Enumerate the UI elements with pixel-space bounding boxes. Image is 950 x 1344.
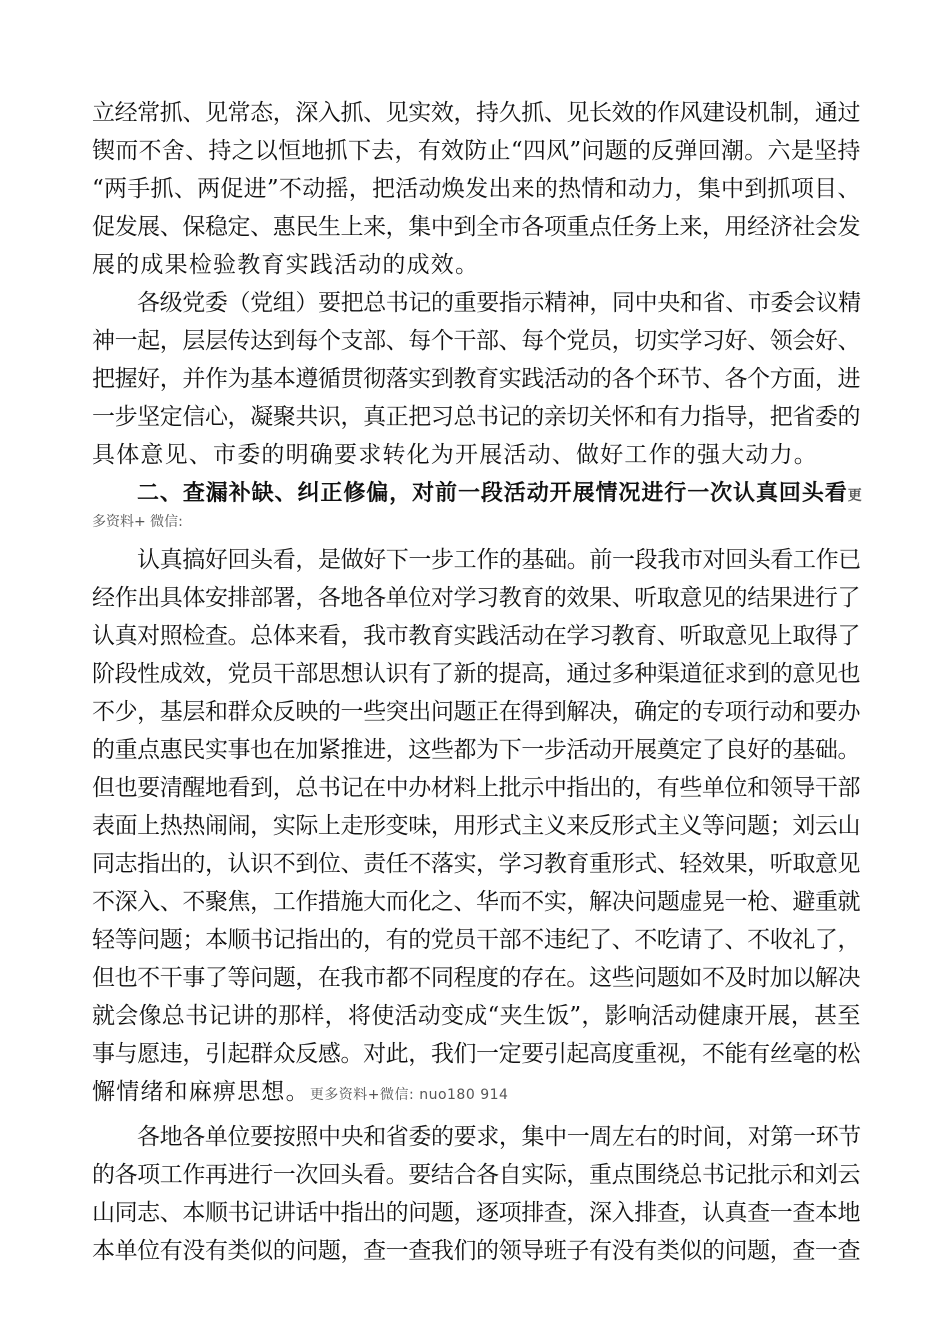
paragraph-3-line-1: 认真搞好回头看，是做好下一步工作的基础。前一段我市对回头看工作已 — [137, 547, 861, 573]
paragraph-3-note: 更多资料+微信: nuo180 914 — [309, 1087, 509, 1103]
paragraph-3-line-10: 不深入、不聚焦，工作措施大而化之、华而不实，解决问题虚晃一枪、避重就 — [92, 889, 861, 915]
paragraph-1-line-5: 展的成果检验教育实践活动的成效。 — [92, 252, 480, 278]
paragraph-2-line-3: 把握好，并作为基本遵循贯彻落实到教育实践活动的各个环节、各个方面，进 — [92, 366, 861, 392]
paragraph-2-line-5: 具体意见、市委的明确要求转化为开展活动、做好工作的强大动力。 — [92, 442, 818, 468]
paragraph-3-line-14: 事与愿违，引起群众反感。对此，我们一定要引起高度重视，不能有丝毫的松 — [92, 1041, 861, 1067]
paragraph-2-line-4: 一步坚定信心，凝聚共识，真正把习总书记的亲切关怀和有力指导，把省委的 — [92, 404, 861, 430]
paragraph-1-line-2: 锲而不舍、持之以恒地抓下去，有效防止“四风”问题的反弹回潮。六是坚持 — [92, 138, 861, 164]
paragraph-1-line-3: “两手抓、两促进”不动摇，把活动焕发出来的热情和动力，集中到抓项目、 — [92, 176, 861, 202]
section-heading — [137, 479, 862, 511]
paragraph-3-line-6: 的重点惠民实事也在加紧推进，这些都为下一步活动开展奠定了良好的基础。 — [92, 737, 861, 763]
paragraph-3-line-9: 同志指出的，认识不到位、责任不落实，学习教育重形式、轻效果，听取意见 — [92, 851, 861, 877]
heading-suffix: 更 — [847, 488, 863, 504]
heading-note: 多资料+ 微信: — [92, 514, 183, 530]
paragraph-3-line-7: 但也要清醒地看到，总书记在中办材料上批示中指出的，有些单位和领导干部 — [92, 775, 861, 801]
paragraph-2-line-1: 各级党委（党组）要把总书记的重要指示精神，同中央和省、市委会议精 — [137, 290, 861, 316]
section-heading-text: 二、查漏补缺、纠正修偏，对前一段活动开展情况进行一次认真回头看 — [137, 481, 848, 506]
paragraph-3-line-2: 经作出具体安排部署，各地各单位对学习教育的效果、听取意见的结果进行了 — [92, 585, 861, 611]
paragraph-3-line-3: 认真对照检查。总体来看，我市教育实践活动在学习教育、听取意见上取得了 — [92, 623, 861, 649]
paragraph-4-line-2: 的各项工作再进行一次回头看。要结合各自实际，重点围绕总书记批示和刘云 — [92, 1162, 861, 1188]
paragraph-3-line-11: 轻等问题；本顺书记指出的，有的党员干部不违纪了、不吃请了、不收礼了， — [92, 927, 861, 953]
paragraph-3-line-12: 但也不干事了等问题，在我市都不同程度的存在。这些问题如不及时加以解决 — [92, 965, 861, 991]
paragraph-1-line-1: 立经常抓、见常态，深入抓、见实效，持久抓、见长效的作风建设机制，通过 — [92, 100, 861, 126]
paragraph-4-line-3: 山同志、本顺书记讲话中指出的问题，逐项排查，深入排查，认真查一查本地 — [92, 1200, 861, 1226]
paragraph-3-line-5: 不少，基层和群众反映的一些突出问题正在得到解决，确定的专项行动和要办 — [92, 699, 861, 725]
paragraph-4-line-4: 本单位有没有类似的问题，查一查我们的领导班子有没有类似的问题，查一查 — [92, 1238, 861, 1264]
paragraph-3-line-13: 就会像总书记讲的那样，将使活动变成“夹生饭”，影响活动健康开展，甚至 — [92, 1003, 861, 1029]
paragraph-1-line-4: 促发展、保稳定、惠民生上来，集中到全市各项重点任务上来，用经济社会发 — [92, 214, 861, 240]
paragraph-3-line-8: 表面上热热闹闹，实际上走形变味，用形式主义来反形式主义等问题；刘云山 — [92, 813, 861, 839]
paragraph-3-line-15 — [92, 1077, 862, 1110]
paragraph-3-last-text: 懈情绪和麻痹思想。 — [92, 1079, 310, 1105]
paragraph-2-line-2: 神一起，层层传达到每个支部、每个干部、每个党员，切实学习好、领会好、 — [92, 328, 861, 354]
paragraph-3-line-4: 阶段性成效，党员干部思想认识有了新的提高，通过多种渠道征求到的意见也 — [92, 661, 861, 687]
paragraph-4-line-1: 各地各单位要按照中央和省委的要求，集中一周左右的时间，对第一环节 — [137, 1124, 861, 1150]
